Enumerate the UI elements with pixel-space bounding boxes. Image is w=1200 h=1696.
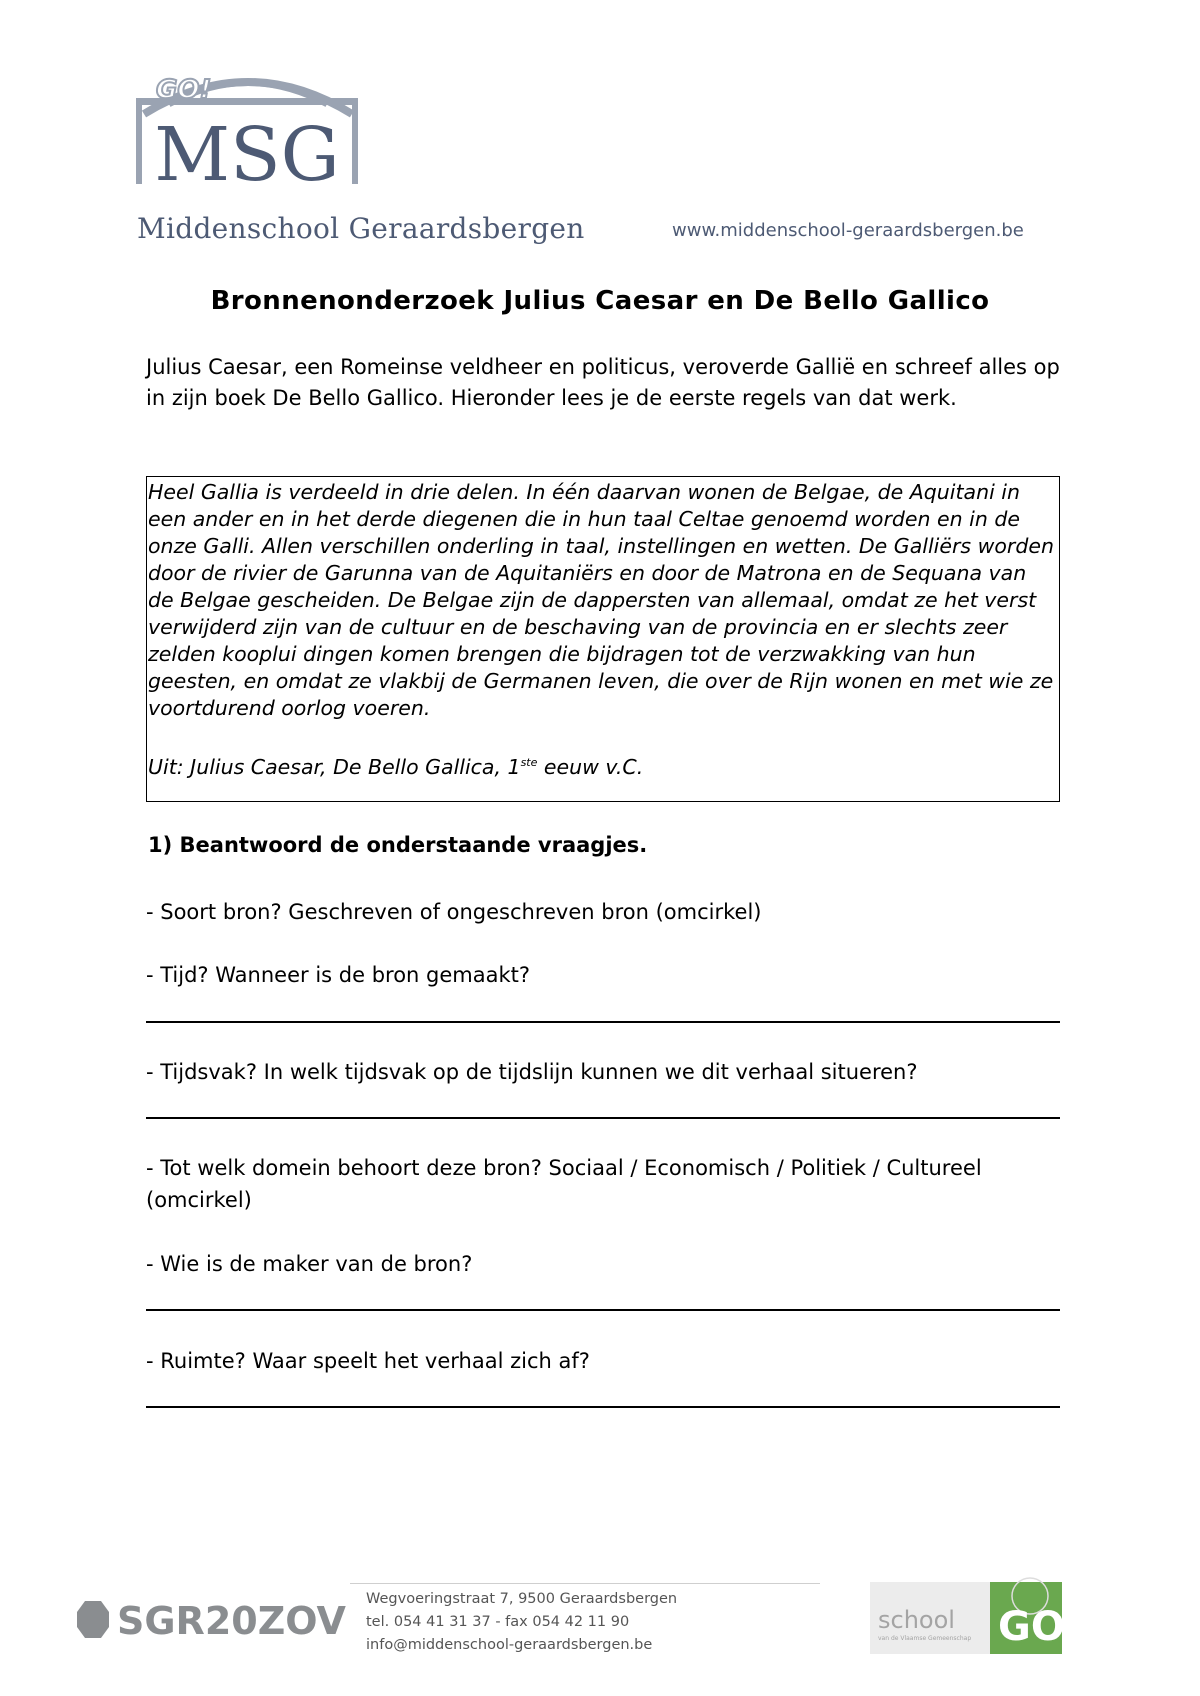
question-maker: - Wie is de maker van de bron? bbox=[146, 1252, 473, 1276]
svg-text:van de Vlaamse Gemeenschap: van de Vlaamse Gemeenschap bbox=[878, 1635, 972, 1642]
logo-badge: GO! bbox=[156, 75, 212, 105]
question-source-type: - Soort bron? Geschreven of ongeschreven bron (omcirkel) bbox=[146, 900, 762, 924]
page-title: Bronnenonderzoek Julius Caesar en De Bello Gallico bbox=[210, 286, 990, 316]
quote-source: Uit: Julius Caesar, De Bello Gallica, 1ste eeuw v.C. bbox=[148, 754, 644, 779]
intro-paragraph: Julius Caesar, een Romeinse veldheer en politicus, veroverde Gallië en schreef alles op in zijn boek De Bello Gallico. Hieronder lees je de eerste regels van dat werk. bbox=[146, 355, 1060, 410]
svg-text:SGR20ZOV: SGR20ZOV bbox=[117, 1599, 346, 1643]
sgr-logo bbox=[75, 1598, 346, 1643]
question-time: - Tijd? Wanneer is de bron gemaakt? bbox=[146, 963, 531, 987]
go-school-logo bbox=[870, 1576, 1084, 1656]
logo-acronym: MSG bbox=[154, 112, 340, 198]
question-domain: - Tot welk domein behoort deze bron? Sociaal / Economisch / Politiek / Cultureel (omcirkel) bbox=[146, 1156, 982, 1212]
address-email[interactable]: info@middenschool-geraardsbergen.be bbox=[366, 1637, 653, 1653]
question-period: - Tijdsvak? In welk tijdsvak op de tijdslijn kunnen we dit verhaal situeren? bbox=[146, 1060, 918, 1084]
svg-text:school: school bbox=[878, 1606, 955, 1634]
address-street: Wegvoeringstraat 7, 9500 Geraardsbergen bbox=[366, 1591, 678, 1607]
answer-line-time[interactable] bbox=[146, 1021, 1060, 1023]
footer-address bbox=[366, 1588, 677, 1657]
svg-text:GO!: GO! bbox=[998, 1604, 1084, 1650]
question-space: - Ruimte? Waar speelt het verhaal zich af? bbox=[146, 1349, 590, 1373]
footer-divider bbox=[350, 1583, 820, 1584]
msg-logo bbox=[130, 62, 365, 198]
school-name: Middenschool Geraardsbergen bbox=[137, 212, 585, 245]
address-phone: tel. 054 41 31 37 - fax 054 42 11 90 bbox=[366, 1614, 630, 1630]
website-url[interactable]: www.middenschool-geraardsbergen.be bbox=[672, 220, 1024, 241]
source-quote-box bbox=[146, 476, 1060, 802]
questions-heading: 1) Beantwoord de onderstaande vraagjes. bbox=[148, 833, 648, 857]
answer-line-maker[interactable] bbox=[146, 1309, 1060, 1311]
answer-line-period[interactable] bbox=[146, 1117, 1060, 1119]
quote-text: Heel Gallia is verdeeld in drie delen. In één daarvan wonen de Belgae, de Aquitani in een ander en in het derde diegenen die in hun taal Celtae genoemd worden en in de onze Galli. Allen verschillen onderling in taal, instellingen en wetten. De Galliërs worden door de rivier de Garunna van de Aquitaniërs en door de Matrona en de Sequana van de Belgae gescheiden. De Belgae zijn de dappersten van allemaal, omdat ze het verst verwijderd zijn van de cultuur en de beschaving van de provincia en er slechts zeer zelden kooplui dingen komen brengen die bijdragen tot de verzwakking van hun geesten, en omdat ze vlakbij de Germanen leven, die over de Rijn wonen en met wie ze voortdurend oorlog voeren. bbox=[148, 480, 1054, 720]
answer-line-space[interactable] bbox=[146, 1406, 1060, 1408]
